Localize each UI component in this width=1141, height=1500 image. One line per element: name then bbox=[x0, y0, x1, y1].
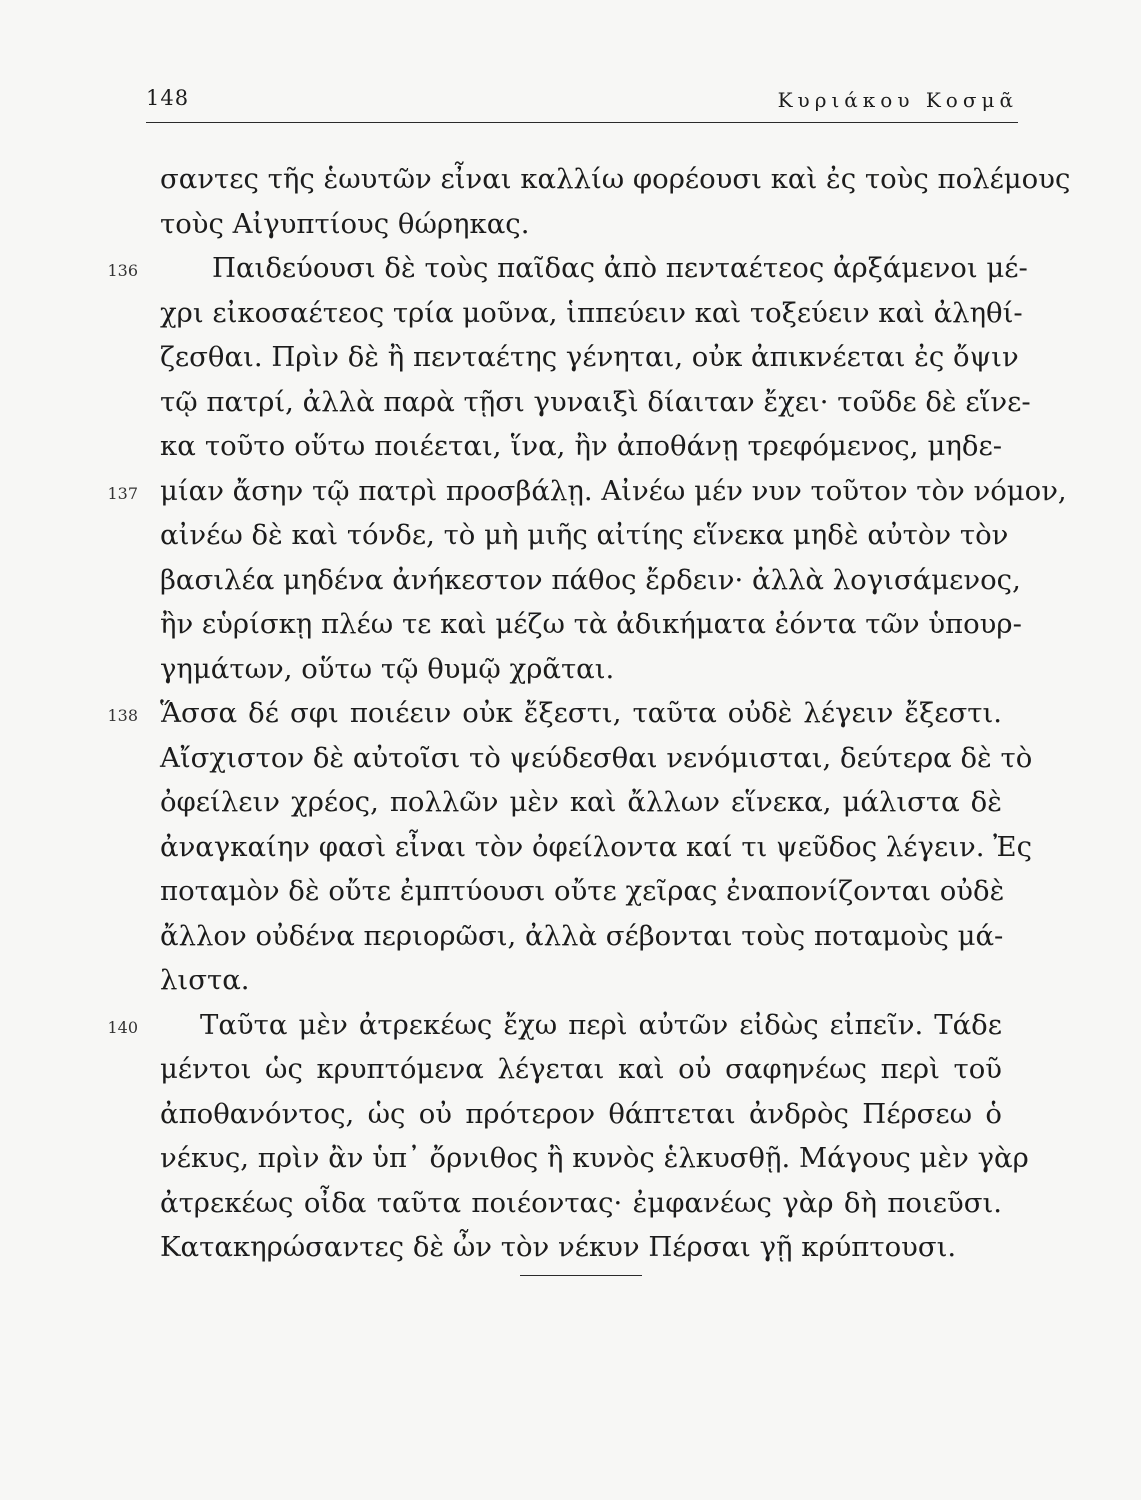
text-line bbox=[160, 602, 1022, 647]
text-line bbox=[160, 825, 1033, 870]
text-line bbox=[160, 202, 1002, 247]
text-line bbox=[160, 157, 1071, 202]
line-text: Αἴσχιστον δὲ αὐτοῖσι τὸ ψεύδεσθαι νενόμισται, δεύτερα δὲ τὸ bbox=[160, 741, 1033, 774]
text-line bbox=[107, 246, 1028, 291]
text-line bbox=[160, 335, 1019, 380]
text-line bbox=[160, 380, 1031, 425]
line-text: χρι εἰκοσαέτεος τρία μοῦνα, ἱππεύειν καὶ τοξεύειν καὶ ἀληθί- bbox=[160, 296, 1023, 329]
line-text: ἀναγκαίην φασὶ εἶναι τὸν ὀφείλοντα καί τι ψεῦδος λέγειν. Ἐς bbox=[160, 830, 1033, 863]
body-text bbox=[107, 157, 1071, 1270]
line-text: νέκυς, πρὶν ἂν ὑπ᾿ ὄρνιθος ἢ κυνὸς ἑλκυσθῇ. Μάγους μὲν γὰρ bbox=[160, 1142, 1029, 1174]
text-line bbox=[160, 1092, 1002, 1137]
text-line bbox=[160, 869, 1005, 914]
running-head: Κυριάκου Κοσμᾶ bbox=[777, 88, 1018, 112]
text-line bbox=[160, 558, 1021, 603]
header-rule bbox=[146, 122, 1018, 123]
line-text: μίαν ἄσην τῷ πατρὶ προσβάλῃ. Αἰνέω μέν νυν τοῦτον τὸν νόμον, bbox=[160, 474, 1067, 507]
line-text: ὀφείλειν χρέος, πολλῶν μὲν καὶ ἄλλων εἵνεκα, μάλιστα δὲ bbox=[160, 786, 1002, 818]
line-text: Ταῦτα μὲν ἀτρεκέως ἔχω περὶ αὐτῶν εἰδὼς εἰπεῖν. Τάδε bbox=[200, 1008, 1002, 1041]
line-text: αἰνέω δὲ καὶ τόνδε, τὸ μὴ μιῆς αἰτίης εἵνεκα μηδὲ αὐτὸν τὸν bbox=[160, 519, 1009, 551]
line-text: ἢν εὑρίσκῃ πλέω τε καὶ μέζω τὰ ἀδικήματα ἐόντα τῶν ὑπουρ- bbox=[160, 608, 1022, 640]
line-text: Ἅσσα δέ σφι ποιέειν οὐκ ἔξεστι, ταῦτα οὐδὲ λέγειν ἔξεστι. bbox=[160, 697, 1002, 729]
text-line bbox=[160, 513, 1009, 558]
line-text: σαντες τῆς ἑωυτῶν εἶναι καλλίω φορέουσι καὶ ἐς τοὺς πολέμους bbox=[160, 163, 1071, 195]
text-line bbox=[160, 1225, 1002, 1270]
line-text: τοὺς Αἰγυπτίους θώρηκας. bbox=[160, 207, 530, 240]
line-text: ποταμὸν δὲ οὔτε ἐμπτύουσι οὔτε χεῖρας ἐναπονίζονται οὐδὲ bbox=[160, 875, 1005, 907]
line-text: Παιδεύουσι δὲ τοὺς παῖδας ἀπὸ πενταέτεος ἀρξάμενοι μέ- bbox=[212, 252, 1028, 284]
text-line bbox=[107, 1003, 1002, 1048]
margin-section-number: 136 bbox=[107, 261, 138, 280]
line-text: Κατακηρώσαντες δὲ ὦν τὸν νέκυν Πέρσαι γῇ κρύπτουσι. bbox=[160, 1231, 957, 1263]
page-number: 148 bbox=[146, 86, 190, 110]
text-line bbox=[107, 469, 1067, 514]
text-line bbox=[160, 958, 1002, 1003]
line-text: ἀτρεκέως οἶδα ταῦτα ποιέοντας· ἐμφανέως γὰρ δὴ ποιεῦσι. bbox=[160, 1186, 1002, 1219]
text-line bbox=[160, 647, 1002, 692]
text-line bbox=[160, 291, 1023, 336]
text-line bbox=[160, 1181, 1002, 1226]
page-header bbox=[146, 86, 1018, 126]
line-text: βασιλέα μηδένα ἀνήκεστον πάθος ἔρδειν· ἀλλὰ λογισάμενος, bbox=[160, 563, 1021, 596]
line-text: ζεσθαι. Πρὶν δὲ ἢ πενταέτης γένηται, οὐκ ἀπικνέεται ἐς ὄψιν bbox=[160, 341, 1019, 373]
line-text: ἀποθανόντος, ὡς οὐ πρότερον θάπτεται ἀνδρὸς Πέρσεω ὁ bbox=[160, 1097, 1002, 1130]
line-text: τῷ πατρί, ἀλλὰ παρὰ τῇσι γυναιξὶ δίαιταν ἔχει· τοῦδε δὲ εἵνε- bbox=[160, 385, 1031, 418]
text-line bbox=[160, 780, 1002, 825]
end-rule bbox=[520, 1275, 642, 1276]
text-line bbox=[160, 424, 1002, 469]
line-text: μέντοι ὡς κρυπτόμενα λέγεται καὶ οὐ σαφηνέως περὶ τοῦ bbox=[160, 1053, 1002, 1085]
text-line bbox=[160, 1047, 1002, 1092]
line-text: κα τοῦτο οὕτω ποιέεται, ἵνα, ἢν ἀποθάνῃ τρεφόμενος, μηδε- bbox=[160, 430, 1002, 462]
line-text: λιστα. bbox=[160, 964, 250, 996]
line-text: ἄλλον οὐδένα περιορῶσι, ἀλλὰ σέβονται τοὺς ποταμοὺς μά- bbox=[160, 919, 1004, 952]
margin-section-number: 137 bbox=[107, 483, 138, 503]
text-line bbox=[107, 691, 1002, 736]
margin-section-number: 140 bbox=[107, 1017, 138, 1037]
text-line bbox=[160, 736, 1033, 781]
text-line bbox=[160, 914, 1002, 959]
margin-section-number: 138 bbox=[107, 706, 138, 725]
line-text: γημάτων, οὕτω τῷ θυμῷ χρᾶται. bbox=[160, 652, 615, 685]
text-line bbox=[160, 1136, 1029, 1181]
